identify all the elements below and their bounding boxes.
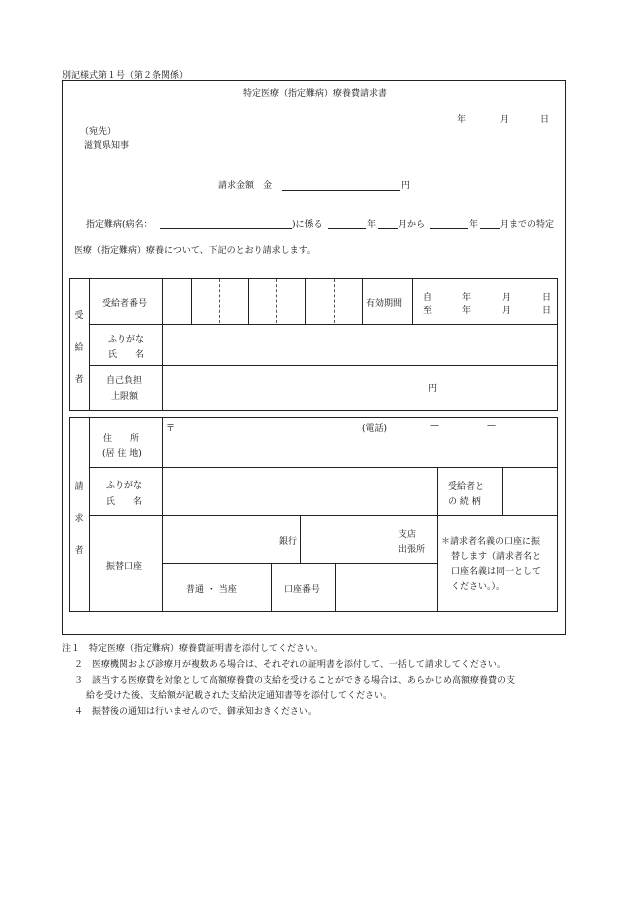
bank-label: 銀行	[279, 537, 298, 547]
to-year-field[interactable]	[430, 228, 468, 229]
claimant-side-label-1: 請	[74, 482, 84, 492]
account-note-3: 口座名義は同一として	[451, 567, 542, 577]
recipient-number-label: 受給者番号	[102, 299, 148, 309]
form-title: 特定医療（指定難病）療養費請求書	[242, 89, 387, 99]
date-day-label: 日	[540, 115, 550, 125]
note-2: ２ 医療機関および診療月が複数ある場合は、それぞれの証明書を添付して、一括して請求してください。	[74, 660, 506, 670]
validity-to-year: 年	[462, 306, 472, 316]
address-label-2: (居 住 地)	[102, 449, 142, 459]
validity-from-month: 月	[502, 293, 512, 303]
date-year-label: 年	[457, 115, 467, 125]
addressee-prefix: （宛先）	[80, 127, 117, 137]
disease-suffix: )に係る	[292, 220, 323, 230]
account-note-1: ＊請求者名義の口座に振	[441, 537, 541, 547]
limit-unit: 円	[428, 384, 438, 394]
account-label: 振替口座	[106, 562, 143, 572]
claimant-name-label: 氏 名	[106, 497, 143, 507]
note-3-continued: 給を受けた後、支給額が記載された支給決定通知書等を添付してください。	[86, 691, 393, 701]
disease-name-field[interactable]	[160, 228, 292, 229]
amount-field[interactable]	[282, 190, 400, 191]
to-month-label: 月までの特定	[500, 220, 555, 230]
account-number-label: 口座番号	[284, 585, 321, 595]
limit-label-2: 上限額	[111, 392, 139, 402]
validity-label: 有効期間	[366, 299, 403, 309]
branch-label-2: 出張所	[398, 545, 426, 555]
postal-mark: 〒	[166, 424, 176, 434]
validity-from-year: 年	[462, 293, 472, 303]
from-month-label: 月から	[398, 220, 426, 230]
note-1: 注１ 特定医療（指定難病）療養費証明書を添付してください。	[62, 644, 324, 654]
branch-label-1: 支店	[398, 530, 417, 540]
relation-label-2: の 続 柄	[448, 497, 481, 507]
claimant-side-label-3: 者	[74, 546, 84, 556]
account-note-2: 替します（請求者名と	[451, 552, 542, 562]
phone-sep-1: —	[430, 421, 439, 431]
validity-from-day: 日	[542, 293, 552, 303]
addressee-name: 滋賀県知事	[84, 141, 130, 151]
claimant-furigana-label: ふりがな	[106, 481, 143, 491]
form-number-label: 別記様式第１号（第２条関係）	[62, 71, 189, 81]
validity-to-month: 月	[502, 306, 512, 316]
phone-sep-2: —	[487, 421, 496, 431]
amount-label: 請求金額 金	[218, 181, 273, 191]
address-label-1: 住 所	[103, 434, 140, 444]
recipient-side-label-1: 受	[74, 311, 84, 321]
from-year-field[interactable]	[328, 228, 366, 229]
to-month-field[interactable]	[480, 228, 500, 229]
amount-unit: 円	[401, 181, 411, 191]
note-3: ３ 該当する医療費を対象として高額療養費の支給を受けることができる場合は、あらかじめ高額療養費の支	[74, 676, 516, 686]
disease-label: 指定難病(病名：	[86, 220, 153, 230]
date-month-label: 月	[500, 115, 510, 125]
from-month-field[interactable]	[378, 228, 398, 229]
account-type: 普通 ・ 当座	[186, 585, 237, 595]
phone-label: (電話)	[362, 424, 388, 434]
to-year-label: 年	[469, 220, 479, 230]
validity-from: 自	[423, 293, 433, 303]
request-statement: 医療（指定難病）療養について、下記のとおり請求します。	[74, 246, 316, 256]
limit-label-1: 自己負担	[106, 376, 143, 386]
from-year-label: 年	[367, 220, 377, 230]
validity-to-day: 日	[542, 306, 552, 316]
note-4: ４ 振替後の通知は行いませんので、御承知おきください。	[74, 707, 317, 717]
recipient-furigana-label: ふりがな	[108, 335, 145, 345]
relation-label-1: 受給者と	[448, 482, 485, 492]
recipient-name-label: 氏 名	[108, 350, 145, 360]
claimant-side-label-2: 求	[74, 514, 84, 524]
validity-to: 至	[423, 306, 433, 316]
recipient-side-label-3: 者	[74, 375, 84, 385]
account-note-4: ください。）。	[451, 582, 506, 592]
recipient-side-label-2: 給	[74, 343, 84, 353]
